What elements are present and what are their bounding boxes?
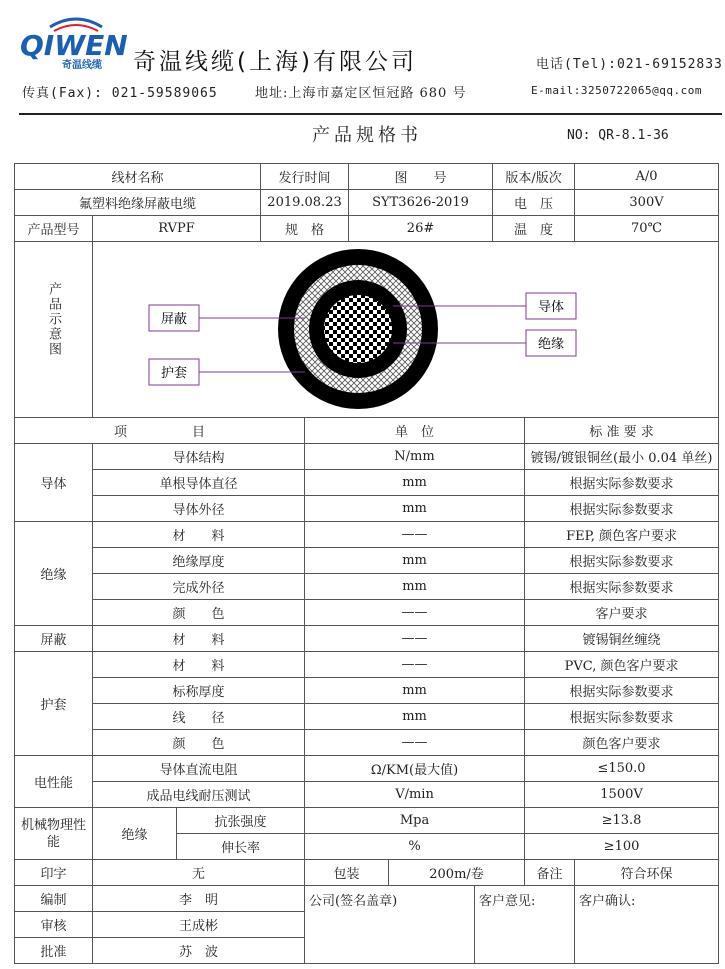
spec-standard: FEP, 颜色客户要求 (525, 522, 719, 548)
pack-label: 包装 (305, 860, 389, 886)
logo-wordmark: QIWEN (20, 29, 128, 62)
issue-date: 2019.08.23 (261, 190, 349, 216)
group-shield: 屏蔽 (15, 626, 93, 652)
group-mechanical: 机械物理性能 (15, 808, 93, 860)
spec-value: 26# (349, 216, 493, 242)
spec-item: 标称厚度 (93, 678, 305, 704)
drawing-number: SYT3626-2019 (349, 190, 493, 216)
spec-standard: 根据实际参数要求 (525, 470, 719, 496)
spec-standard: PVC, 颜色客户要求 (525, 652, 719, 678)
spec-item: 单根导体直径 (93, 470, 305, 496)
spec-unit: mm (305, 548, 525, 574)
date-label: 发行时间 (261, 164, 349, 190)
print-label: 印字 (15, 860, 93, 886)
company-logo (20, 15, 132, 71)
spec-standard: ≥100 (525, 834, 719, 860)
spec-standard: 根据实际参数要求 (525, 574, 719, 600)
model-value: RVPF (93, 216, 261, 242)
spec-unit: mm (305, 470, 525, 496)
voltage-value: 300V (575, 190, 719, 216)
info-table (14, 163, 719, 418)
spec-standard: 根据实际参数要求 (525, 678, 719, 704)
model-label: 产品型号 (15, 216, 93, 242)
customer-confirm-cell: 客户确认: (575, 886, 719, 964)
spec-standard: 颜色客户要求 (525, 730, 719, 756)
spec-item: 材 料 (93, 652, 305, 678)
group-insulation: 绝缘 (15, 522, 93, 626)
spec-item: 颜 色 (93, 600, 305, 626)
address: 地址:上海市嘉定区恒冠路 680 号 (255, 86, 467, 101)
approved-by: 苏 波 (93, 938, 305, 964)
voltage-label: 电 压 (493, 190, 575, 216)
version-label: 版本/版次 (493, 164, 575, 190)
spec-item: 伸长率 (177, 834, 305, 860)
spec-unit: V/min (305, 782, 525, 808)
spec-unit: —— (305, 600, 525, 626)
spec-item: 导体外径 (93, 496, 305, 522)
conductor-callout-label: 导体 (537, 300, 565, 315)
group-conductor: 导体 (15, 444, 93, 522)
logo-subtitle: 奇温线缆 (62, 60, 102, 71)
spec-item: 线 径 (93, 704, 305, 730)
spec-unit: Mpa (305, 808, 525, 834)
spec-unit: % (305, 834, 525, 860)
spec-standard: ≥13.8 (525, 808, 719, 834)
company-signature-cell: 公司(签名盖章) (305, 886, 475, 964)
spec-standard: 1500V (525, 782, 719, 808)
group-jacket: 护套 (15, 652, 93, 756)
mech-subgroup: 绝缘 (93, 808, 177, 860)
spec-item: 抗张强度 (177, 808, 305, 834)
document-number: NO: QR-8.1-36 (567, 128, 669, 143)
cable-cross-section (93, 242, 719, 417)
approve-label: 批准 (15, 938, 93, 964)
spec-head-item: 项 目 (15, 418, 305, 444)
spec-standard: 根据实际参数要求 (525, 496, 719, 522)
drawing-label: 图 号 (349, 164, 493, 190)
spec-table (14, 417, 719, 964)
spec-label: 规 格 (261, 216, 349, 242)
telephone: 电话(Tel):021-69152833 (536, 57, 723, 72)
spec-standard: ≤150.0 (525, 756, 719, 782)
spec-item: 成品电线耐压测试 (93, 782, 305, 808)
spec-unit: mm (305, 496, 525, 522)
remark-value: 符合环保 (575, 860, 719, 886)
spec-item: 颜 色 (93, 730, 305, 756)
name-label: 线材名称 (15, 164, 261, 190)
spec-unit: —— (305, 652, 525, 678)
diagram-cell (93, 242, 719, 418)
print-value: 无 (93, 860, 305, 886)
insulation-callout-label: 绝缘 (537, 337, 565, 352)
product-name: 氟塑料绝缘屏蔽电缆 (15, 190, 261, 216)
spec-unit: —— (305, 522, 525, 548)
email: E-mail:3250722065@qq.com (531, 84, 702, 97)
shield-callout-label: 屏蔽 (160, 312, 188, 327)
spec-item: 完成外径 (93, 574, 305, 600)
spec-head-unit: 单 位 (305, 418, 525, 444)
header-divider (19, 113, 722, 115)
pack-value: 200m/卷 (389, 860, 525, 886)
spec-head-standard: 标 准 要 求 (525, 418, 719, 444)
spec-unit: Ω/KM(最大值) (305, 756, 525, 782)
spec-standard: 镀锡铜丝缠绕 (525, 626, 719, 652)
spec-unit: N/mm (305, 444, 525, 470)
spec-unit: mm (305, 574, 525, 600)
spec-standard: 根据实际参数要求 (525, 704, 719, 730)
spec-unit: —— (305, 730, 525, 756)
spec-unit: mm (305, 704, 525, 730)
temperature-label: 温 度 (493, 216, 575, 242)
spec-item: 导体结构 (93, 444, 305, 470)
spec-item: 导体直流电阻 (93, 756, 305, 782)
page-title: 产品规格书 (312, 125, 422, 146)
group-electrical: 电性能 (15, 756, 93, 808)
spec-unit: mm (305, 678, 525, 704)
spec-item: 材 料 (93, 626, 305, 652)
diagram-label: 产品示意图 (46, 282, 61, 357)
version-value: A/0 (575, 164, 719, 190)
customer-opinion-cell: 客户意见: (475, 886, 575, 964)
jacket-callout-label: 护套 (160, 366, 188, 381)
spec-item: 绝缘厚度 (93, 548, 305, 574)
spec-unit: —— (305, 626, 525, 652)
spec-standard: 镀锡/镀银铜丝(最小 0.04 单丝) (525, 444, 719, 470)
remark-label: 备注 (525, 860, 575, 886)
fax: 传真(Fax): 021-59589065 (22, 86, 218, 101)
diagram-label-cell (15, 242, 93, 418)
reviewed-by: 王成彬 (93, 912, 305, 938)
prepared-label: 编制 (15, 886, 93, 912)
conductor-core (324, 295, 392, 363)
temperature-value: 70℃ (575, 216, 719, 242)
spec-standard: 根据实际参数要求 (525, 548, 719, 574)
spec-standard: 客户要求 (525, 600, 719, 626)
review-label: 审核 (15, 912, 93, 938)
prepared-by: 李 明 (93, 886, 305, 912)
spec-item: 材 料 (93, 522, 305, 548)
company-name: 奇温线缆(上海)有限公司 (133, 49, 417, 75)
